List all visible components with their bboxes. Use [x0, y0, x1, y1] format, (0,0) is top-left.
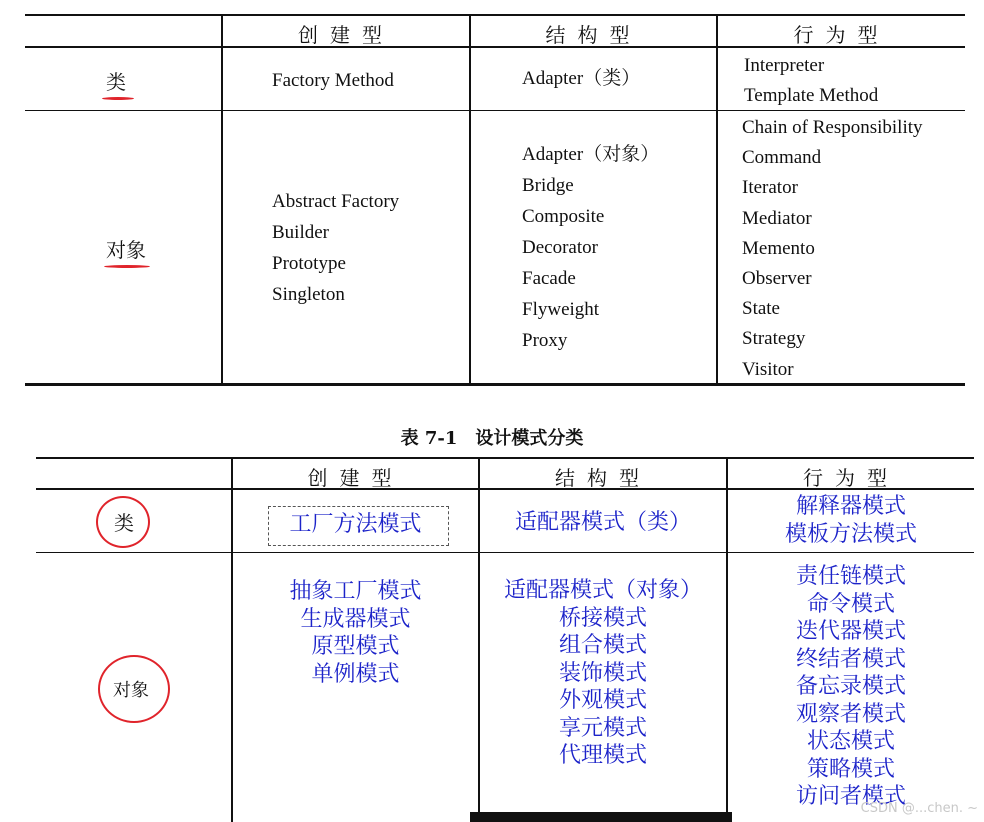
list-item: Builder	[272, 222, 329, 243]
list-item: 装饰模式	[558, 660, 647, 686]
list-item: 桥接模式	[558, 605, 647, 631]
list-item: 原型模式	[311, 634, 400, 659]
top-class-creational	[272, 65, 394, 96]
bottom-object-creational	[233, 578, 478, 688]
top-class-behavioral	[744, 51, 878, 111]
list-item: 抽象工厂模式	[289, 579, 422, 604]
watermark: CSDN @...chen. ~	[860, 801, 978, 816]
bottom-header-structural: 结构型	[555, 466, 651, 490]
list-item: Mediator	[742, 207, 812, 229]
list-item: Singleton	[272, 284, 345, 305]
list-item: 工厂方法模式	[289, 512, 422, 537]
list-item: 模板方法模式	[784, 521, 917, 547]
top-table-col-divider-3	[716, 14, 718, 384]
list-item: Flyweight	[522, 299, 600, 320]
top-table-col-divider-1	[221, 14, 223, 384]
list-item: Adapter（对象）	[522, 144, 660, 165]
list-item: 状态模式	[806, 729, 895, 754]
list-item: 适配器模式（对象）	[503, 578, 702, 603]
list-item: Bridge	[522, 175, 574, 196]
list-item: Visitor	[742, 358, 794, 380]
bottom-table-row-rule	[36, 552, 974, 553]
bottom-row-label-object: 对象	[113, 680, 149, 701]
list-item: 命令模式	[806, 591, 895, 617]
list-item: Interpreter	[744, 55, 825, 76]
list-item: Factory Method	[272, 70, 394, 91]
list-item: 代理模式	[558, 743, 647, 768]
top-class-structural	[522, 63, 640, 94]
bottom-table-top-rule	[36, 457, 974, 459]
bottom-object-structural	[480, 577, 726, 770]
top-header-creational: 创建型	[298, 23, 394, 47]
top-header-structural: 结构型	[545, 23, 642, 47]
top-object-creational	[272, 186, 399, 310]
list-item: 外观模式	[558, 688, 647, 713]
bottom-class-creational	[233, 511, 478, 539]
list-item: 观察者模式	[795, 701, 906, 727]
bottom-header-behavioral: 行为型	[803, 466, 899, 490]
list-item: Strategy	[742, 328, 806, 350]
bottom-row-label-class: 类	[114, 511, 134, 535]
top-object-underline	[104, 265, 150, 268]
top-header-behavioral: 行为型	[793, 23, 890, 47]
list-item: Memento	[742, 237, 815, 259]
top-class-underline	[102, 97, 134, 100]
table-caption: 表 7-1 设计模式分类	[400, 428, 584, 449]
top-row-label-class: 类	[106, 70, 126, 94]
list-item: 终结者模式	[795, 646, 906, 672]
bottom-object-behavioral	[728, 563, 974, 811]
list-item: State	[742, 298, 780, 320]
list-item: Abstract Factory	[272, 191, 400, 212]
list-item: Adapter（类）	[522, 68, 641, 89]
top-row-label-object: 对象	[106, 238, 146, 262]
list-item: Iterator	[742, 177, 798, 199]
list-item: 访问者模式	[795, 784, 906, 809]
bottom-dark-strip	[470, 812, 732, 822]
list-item: 迭代器模式	[795, 619, 906, 644]
list-item: Proxy	[522, 330, 568, 351]
top-table-col-divider-2	[469, 14, 471, 384]
list-item: Composite	[522, 206, 605, 227]
list-item: 享元模式	[558, 715, 647, 741]
bottom-class-structural	[480, 509, 726, 537]
top-object-behavioral	[742, 113, 923, 385]
list-item: 适配器模式（类）	[514, 510, 691, 535]
bottom-class-behavioral	[728, 493, 974, 548]
list-item: Template Method	[744, 85, 879, 106]
list-item: 生成器模式	[300, 606, 411, 632]
bottom-header-creational: 创建型	[307, 466, 404, 490]
list-item: 责任链模式	[795, 564, 906, 589]
list-item: Prototype	[272, 253, 346, 274]
list-item: 备忘录模式	[795, 674, 906, 699]
list-item: Chain of Responsibility	[742, 117, 923, 138]
list-item: 单例模式	[311, 661, 400, 687]
list-item: 策略模式	[806, 756, 895, 782]
list-item: 组合模式	[558, 633, 647, 658]
list-item: 解释器模式	[795, 494, 906, 519]
list-item: Decorator	[522, 237, 598, 258]
list-item: Observer	[742, 268, 812, 290]
top-object-structural	[522, 139, 659, 356]
list-item: Command	[742, 147, 822, 169]
top-table-top-rule	[25, 14, 965, 16]
list-item: Facade	[522, 268, 576, 289]
